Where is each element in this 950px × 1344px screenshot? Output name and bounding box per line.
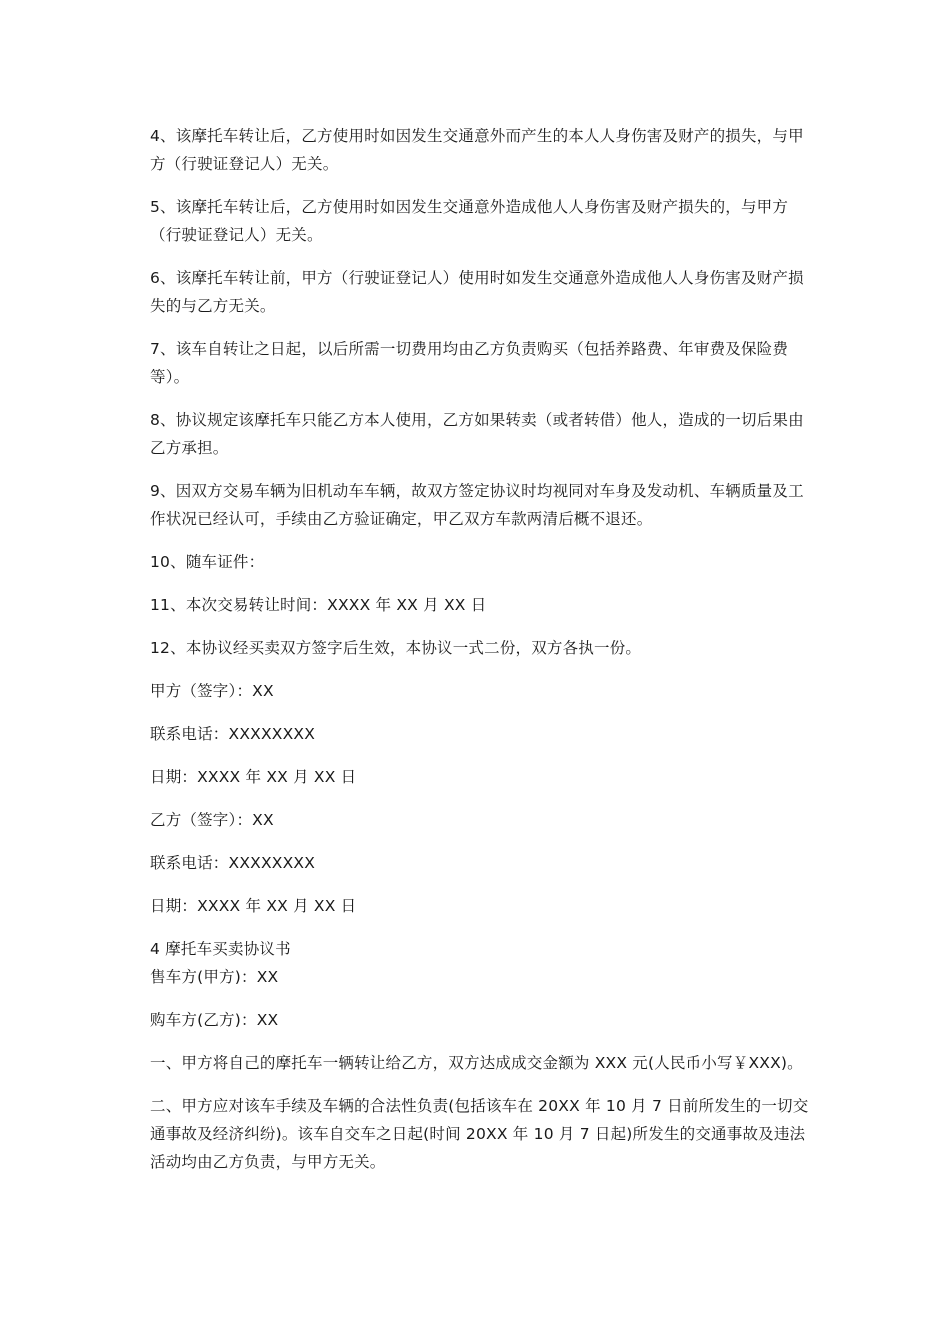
clause-8: 8、协议规定该摩托车只能乙方本人使用，乙方如果转卖（或者转借）他人，造成的一切后果由乙方承担。 xyxy=(150,411,804,457)
buyer-line: 购车方(乙方)：XX xyxy=(150,1011,279,1029)
party-a-signature: 甲方（签字）：XX xyxy=(150,682,274,700)
document-body xyxy=(150,122,815,1191)
party-a-phone: 联系电话：XXXXXXXX xyxy=(150,725,316,743)
party-a-date: 日期：XXXX 年 XX 月 XX 日 xyxy=(150,768,357,786)
clause-12: 12、本协议经买卖双方签字后生效，本协议一式二份，双方各执一份。 xyxy=(150,639,642,657)
clause-9: 9、因双方交易车辆为旧机动车车辆，故双方签定协议时均视同对车身及发动机、车辆质量及工作状况已经认可，手续由乙方验证确定，甲乙双方车款两清后概不退还。 xyxy=(150,482,804,528)
party-b-signature: 乙方（签字）：XX xyxy=(150,811,274,829)
clause-4: 4、该摩托车转让后，乙方使用时如因发生交通意外而产生的本人人身伤害及财产的损失，与甲方（行驶证登记人）无关。 xyxy=(150,127,804,173)
agreement-title: 4 摩托车买卖协议书 xyxy=(150,940,291,958)
clause-5: 5、该摩托车转让后，乙方使用时如因发生交通意外造成他人人身伤害及财产损失的，与甲方（行驶证登记人）无关。 xyxy=(150,198,789,244)
clause-10: 10、随车证件： xyxy=(150,553,265,571)
party-b-date: 日期：XXXX 年 XX 月 XX 日 xyxy=(150,897,357,915)
article-two: 二、甲方应对该车手续及车辆的合法性负责(包括该车在 20XX 年 10 月 7 日前所发生的一切交通事故及经济纠纷)。该车自交车之日起(时间 20XX 年 10 月 7 日起)所发生的交通事故及违法活动均由乙方负责，与甲方无关。 xyxy=(150,1097,809,1171)
clause-11: 11、本次交易转让时间：XXXX 年 XX 月 XX 日 xyxy=(150,596,487,614)
article-one: 一、甲方将自己的摩托车一辆转让给乙方，双方达成成交金额为 XXX 元(人民币小写￥XXX)。 xyxy=(150,1054,803,1072)
clause-7: 7、该车自转让之日起，以后所需一切费用均由乙方负责购买（包括养路费、年审费及保险费等）。 xyxy=(150,340,789,386)
clause-6: 6、该摩托车转让前，甲方（行驶证登记人）使用时如发生交通意外造成他人人身伤害及财产损失的与乙方无关。 xyxy=(150,269,804,315)
seller-line: 售车方(甲方)：XX xyxy=(150,968,279,986)
party-b-phone: 联系电话：XXXXXXXX xyxy=(150,854,316,872)
